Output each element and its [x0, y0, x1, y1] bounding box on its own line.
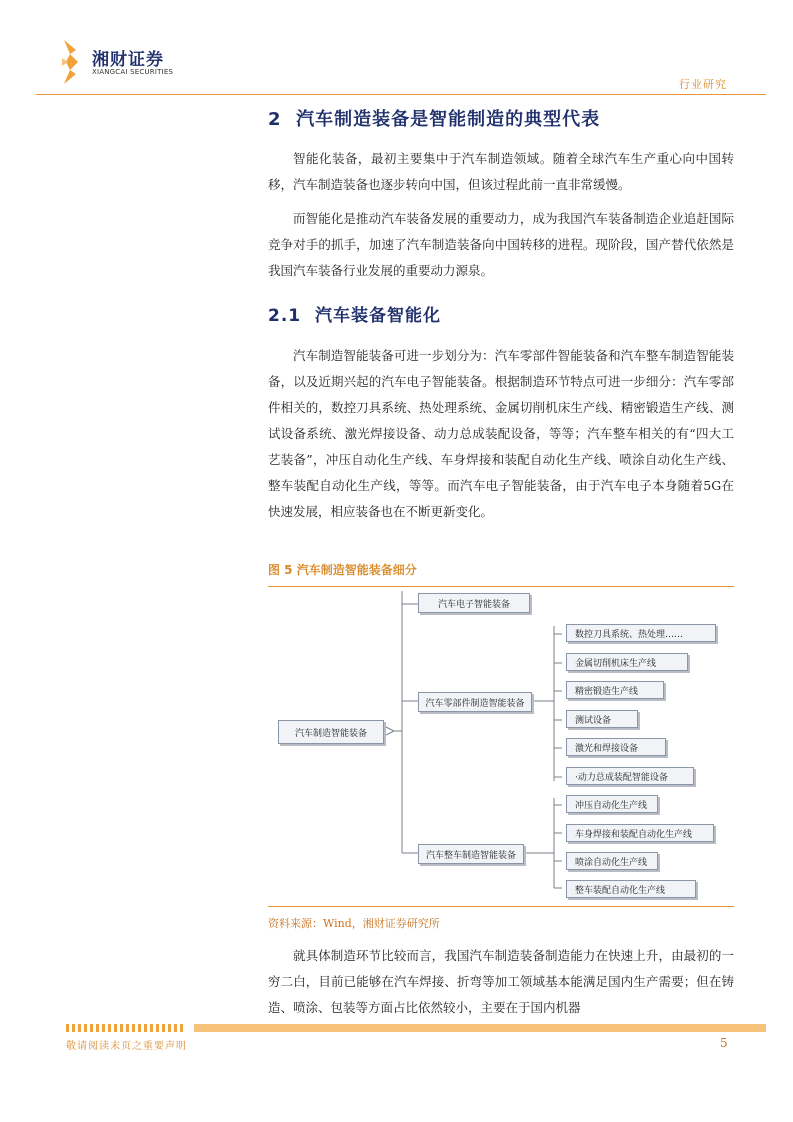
figure-title: 图 5 汽车制造智能装备细分 — [268, 563, 417, 577]
vehicle-item: 喷涂自动化生产线 — [566, 852, 658, 870]
logo-text-en: XIANGCAI SECURITIES — [92, 68, 174, 76]
figure-top-rule — [268, 586, 734, 587]
vehicle-item: 车身焊接和装配自动化生产线 — [566, 824, 714, 842]
section-2-1-body — [268, 343, 734, 525]
branch-vehicle: 汽车整车制造智能装备 — [418, 844, 524, 864]
root-node: 汽车制造智能装备 — [278, 720, 384, 744]
section-number: 2 — [268, 109, 282, 130]
paragraph: 就具体制造环节比较而言，我国汽车制造装备制造能力在快速上升，由最初的一穷二白，目前已能够在汽车焊接、折弯等加工领域基本能满足国内生产需要；但在铸造、喷涂、包装等方面占比依然较小，主要在于国内机器 — [268, 948, 734, 1015]
page-number: 5 — [720, 1036, 728, 1050]
parts-item: 数控刀具系统、热处理…… — [566, 624, 716, 642]
header-category: 行业研究 — [679, 78, 727, 91]
logo-icon — [62, 40, 78, 84]
paragraph: 智能化装备，最初主要集中于汽车制造领域。随着全球汽车生产重心向中国转移，汽车制造装备也逐步转向中国，但该过程此前一直非常缓慢。 — [268, 151, 734, 192]
section-number: 2.1 — [268, 306, 302, 326]
vehicle-item: 冲压自动化生产线 — [566, 795, 658, 813]
section-2-body — [268, 146, 734, 284]
figure-source: 资料来源：Wind，湘财证券研究所 — [268, 917, 440, 930]
paragraph: 汽车制造智能装备可进一步划分为：汽车零部件智能装备和汽车整车制造智能装备，以及近期兴起的汽车电子智能装备。根据制造环节特点可进一步细分：汽车零部件相关的，数控刀具系统、热处理系统、金属切削机床生产线、精密锻造生产线、测试设备系统、激光焊接设备、动力总成装配设备，等等；汽车整车相关的有“四大工艺装备”，冲压自动化生产线、车身焊接和装配自动化生产线、喷涂自动化生产线、整车装配自动化生产线，等等。而汽车电子智能装备，由于汽车电子本身随着5G在快速发展，相应装备也在不断更新变化。 — [268, 348, 734, 519]
logo-text-cn: 湘财证券 — [92, 50, 164, 70]
footer-decor-bar — [66, 1024, 766, 1032]
section-title: 汽车制造装备是智能制造的典型代表 — [296, 109, 601, 130]
closing-body — [268, 943, 734, 1021]
figure-diagram — [268, 588, 734, 906]
branch-electronic: 汽车电子智能装备 — [418, 593, 530, 613]
parts-item: ·动力总成装配智能设备 — [566, 767, 694, 785]
footer-disclaimer: 敬请阅读末页之重要声明 — [66, 1041, 187, 1052]
section-title: 汽车装备智能化 — [314, 306, 441, 326]
figure-bottom-rule — [268, 906, 734, 907]
parts-item: 金属切削机床生产线 — [566, 653, 688, 671]
vehicle-item: 整车装配自动化生产线 — [566, 880, 696, 898]
branch-parts: 汽车零部件制造智能装备 — [418, 692, 532, 712]
header-divider — [36, 94, 766, 95]
paragraph: 而智能化是推动汽车装备发展的重要动力，成为我国汽车装备制造企业追赶国际竞争对手的抓手，加速了汽车制造装备向中国转移的进程。现阶段，国产替代依然是我国汽车装备行业发展的重要动力源泉。 — [268, 211, 734, 278]
parts-item: 激光和焊接设备 — [566, 738, 666, 756]
parts-item: 测试设备 — [566, 710, 638, 728]
section-heading-2 — [268, 105, 600, 131]
parts-item: 精密锻造生产线 — [566, 681, 664, 699]
section-heading-2-1 — [268, 301, 441, 326]
